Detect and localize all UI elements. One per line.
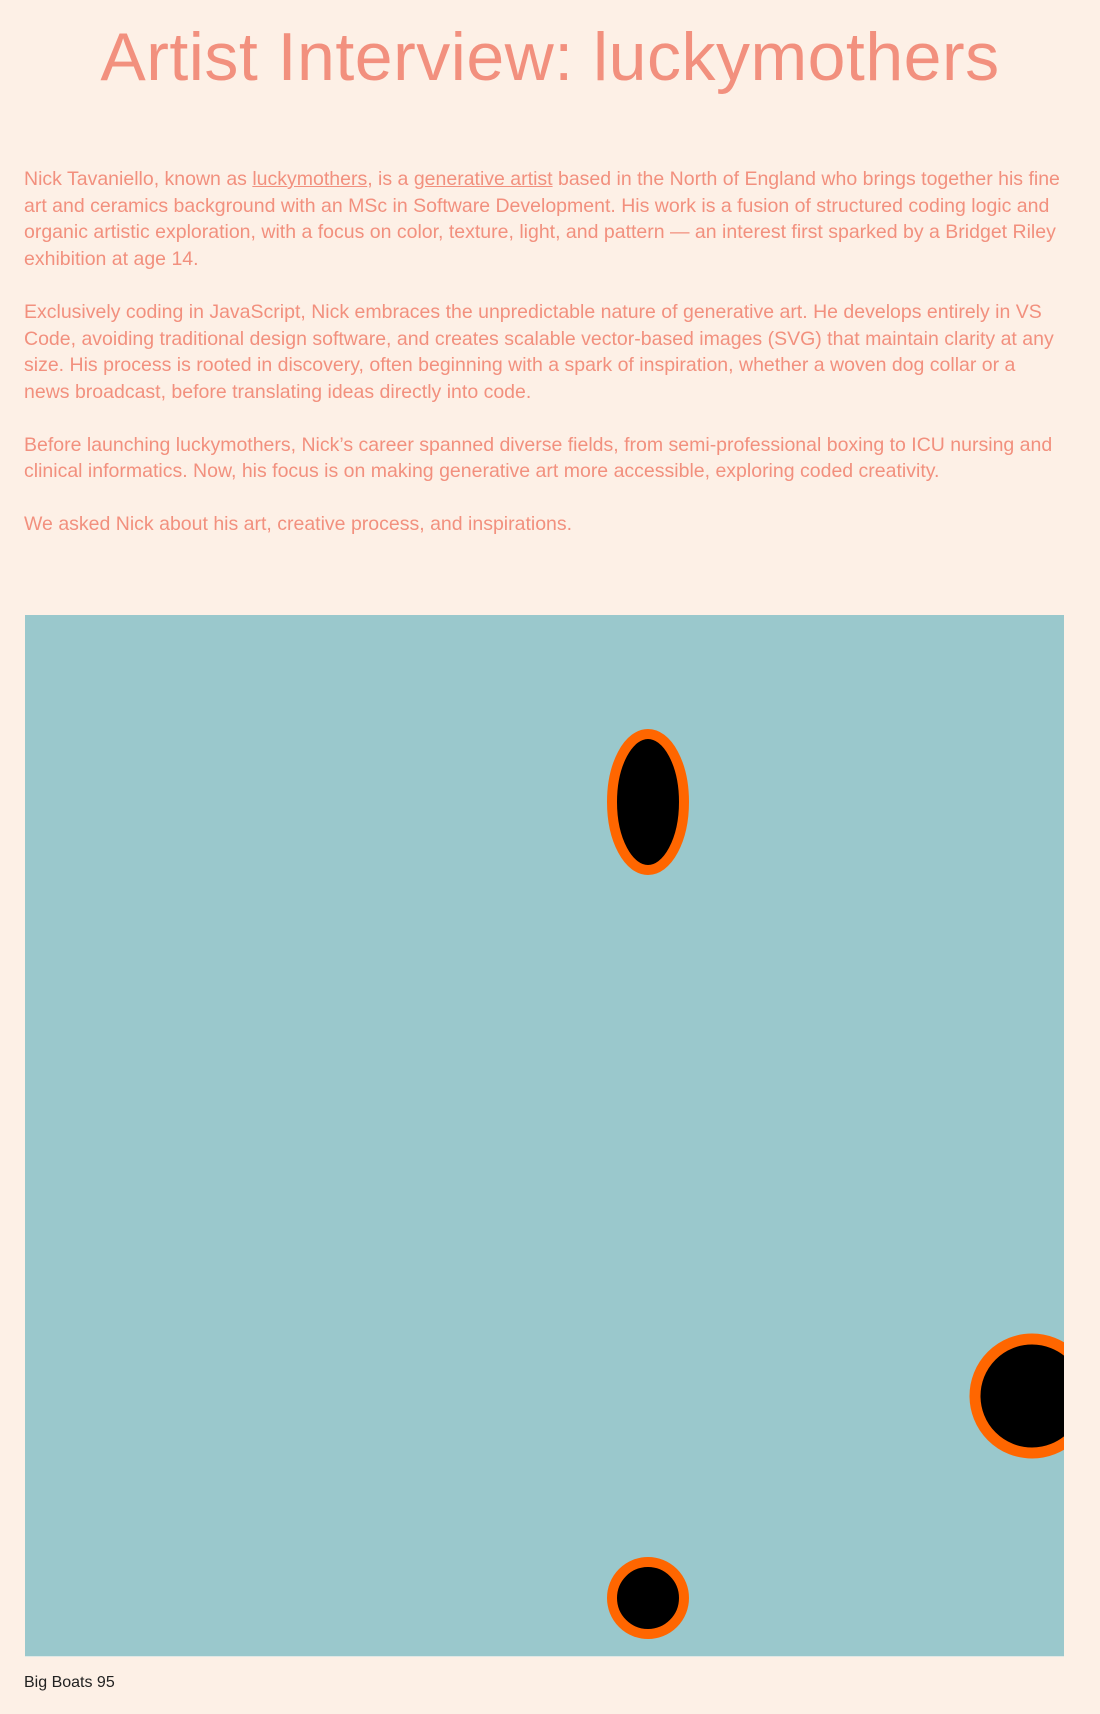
text: based in the North of England who brings together his fine art and ceramics background with an MSc in Software Development. His work is a fusion of structured coding logic and organic artistic exploration, with a focus on color, texture, light, and pattern — an interest first sparked by a Bridget Riley exhibition at age 14. bbox=[24, 168, 1060, 271]
page-title: Artist Interview: luckymothers bbox=[100, 19, 1000, 95]
intro-paragraph-4: We asked Nick about his art, creative process, and inspirations. bbox=[24, 513, 573, 536]
text: Nick Tavaniello, known as bbox=[24, 168, 253, 190]
generative-artist-link[interactable]: generative artist bbox=[413, 168, 553, 190]
artwork-ellipse-right bbox=[975, 1339, 1064, 1453]
artwork-ellipse-top bbox=[612, 734, 684, 870]
artwork-ellipse-bottom bbox=[612, 1562, 684, 1634]
artwork-caption: Big Boats 95 bbox=[24, 1674, 115, 1691]
luckymothers-link[interactable]: luckymothers bbox=[252, 168, 368, 190]
intro-paragraph-2: Exclusively coding in JavaScript, Nick embraces the unpredictable nature of generative art. He develops entirely in VS Code, avoiding traditional design software, and creates scalable vector-based images (SVG) that maintain clarity at any size. His process is rooted in discovery, often beginning with a spark of inspiration, whether a woven dog collar or a news broadcast, before translating ideas directly into code. bbox=[24, 300, 1054, 403]
intro-paragraph-1 bbox=[24, 166, 1064, 273]
article-intro bbox=[24, 166, 1064, 564]
intro-paragraph-3: Before launching luckymothers, Nick’s career spanned diverse fields, from semi-professional boxing to ICU nursing and clinical informatics. Now, his focus is on making generative art more accessible, exploring coded creativity. bbox=[24, 433, 1053, 483]
artwork-image bbox=[25, 615, 1064, 1657]
text: , is a bbox=[367, 168, 414, 190]
